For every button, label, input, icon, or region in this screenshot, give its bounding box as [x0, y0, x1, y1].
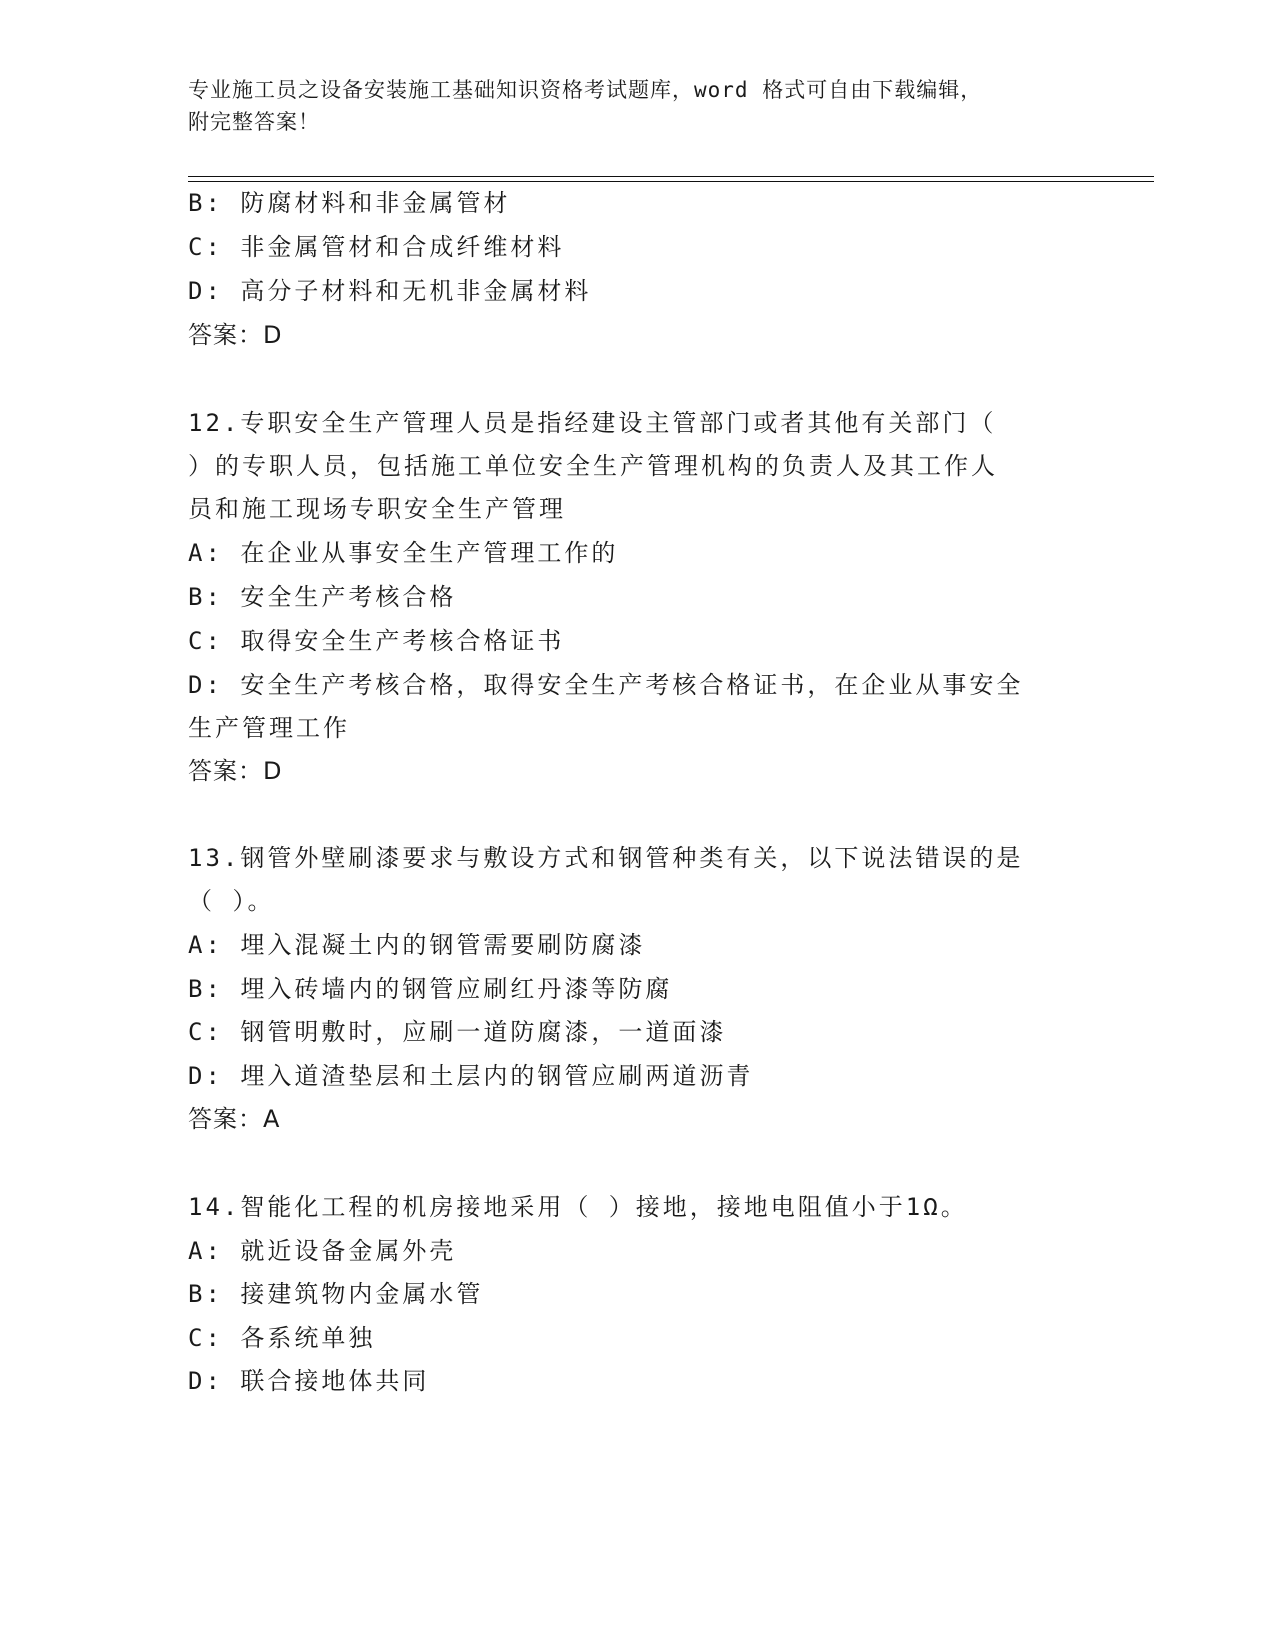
header-line-2: 附完整答案！ [188, 110, 320, 134]
q13-option-c: C: 钢管明敷时，应刷一道防腐漆，一道面漆 [188, 1018, 727, 1046]
q13-question-line-1: 13.钢管外壁刷漆要求与敷设方式和钢管种类有关，以下说法错误的是 [188, 844, 1024, 872]
header-divider-top [188, 176, 1154, 177]
header-line-1: 专业施工员之设备安装施工基础知识资格考试题库，word 格式可自由下载编辑， [188, 78, 983, 102]
q12-question-line-3: 员和施工现场专职安全生产管理 [188, 495, 566, 523]
document-header [188, 74, 1088, 138]
q12-answer: 答案：D [188, 757, 283, 785]
q14-option-d: D: 联合接地体共同 [188, 1367, 430, 1395]
q14-option-b: B: 接建筑物内金属水管 [188, 1280, 484, 1308]
q14-option-a: A: 就近设备金属外壳 [188, 1237, 457, 1265]
q12-option-b: B: 安全生产考核合格 [188, 583, 457, 611]
header-divider-bottom [188, 181, 1154, 182]
q12-option-a: A: 在企业从事安全生产管理工作的 [188, 539, 619, 567]
q12-option-c: C: 取得安全生产考核合格证书 [188, 627, 565, 655]
q12-question-line-2: ）的专职人员，包括施工单位安全生产管理机构的负责人及其工作人 [188, 452, 998, 480]
q13-option-d: D: 埋入道渣垫层和土层内的钢管应刷两道沥青 [188, 1062, 754, 1090]
q14-question-line-1: 14.智能化工程的机房接地采用（ ）接地，接地电阻值小于1Ω。 [188, 1193, 968, 1221]
q11-option-c: C: 非金属管材和合成纤维材料 [188, 233, 565, 261]
q12-option-d-line-2: 生产管理工作 [188, 714, 350, 742]
q11-option-b: B: 防腐材料和非金属管材 [188, 189, 511, 217]
q13-option-a: A: 埋入混凝土内的钢管需要刷防腐漆 [188, 931, 646, 959]
q11-answer: 答案：D [188, 321, 283, 349]
q12-question-line-1: 12.专职安全生产管理人员是指经建设主管部门或者其他有关部门（ [188, 409, 997, 437]
q14-option-c: C: 各系统单独 [188, 1324, 376, 1352]
q13-option-b: B: 埋入砖墙内的钢管应刷红丹漆等防腐 [188, 975, 673, 1003]
q13-answer: 答案：A [188, 1105, 281, 1133]
q12-option-d-line-1: D: 安全生产考核合格，取得安全生产考核合格证书，在企业从事安全 [188, 671, 1024, 699]
q13-question-line-2: （ ）。 [188, 887, 275, 915]
q11-option-d: D: 高分子材料和无机非金属材料 [188, 277, 592, 305]
